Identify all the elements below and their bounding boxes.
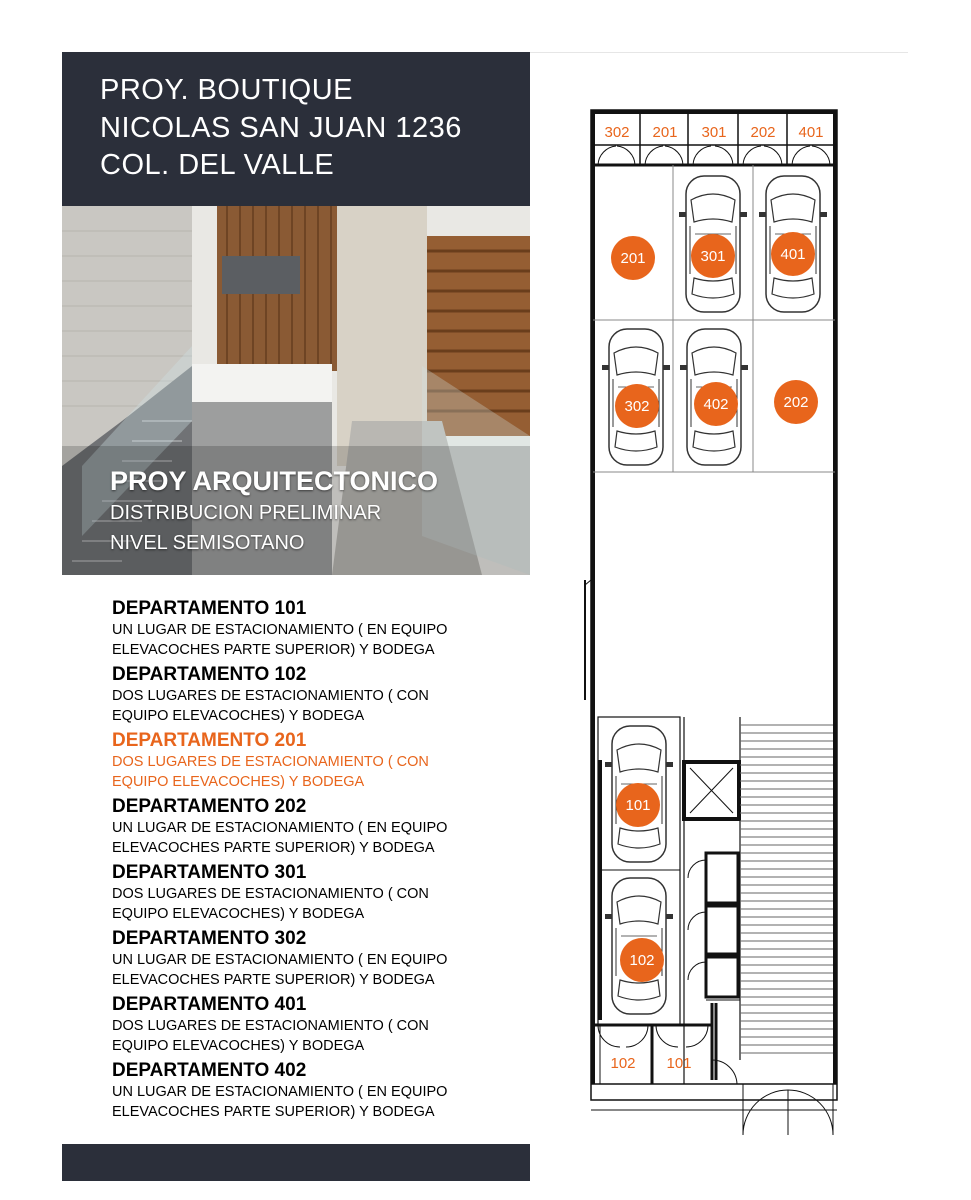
department-desc-2: EQUIPO ELEVACOCHES) Y BODEGA	[112, 708, 365, 724]
storage-label: 102	[610, 1055, 636, 1072]
elevator-icon	[684, 762, 739, 819]
storage-label: 201	[652, 124, 678, 141]
storage-label: 302	[604, 124, 630, 141]
department-desc-1: DOS LUGARES DE ESTACIONAMIENTO ( CON	[112, 754, 429, 770]
department-desc-2: ELEVACOCHES PARTE SUPERIOR) Y BODEGA	[112, 642, 435, 658]
department-desc-2: EQUIPO ELEVACOCHES) Y BODEGA	[112, 1038, 365, 1054]
storage-label: 202	[750, 124, 776, 141]
department-title: DEPARTAMENTO 201	[112, 730, 307, 751]
department-title: DEPARTAMENTO 402	[112, 1060, 307, 1081]
service-rooms	[684, 717, 740, 1084]
department-title: DEPARTAMENTO 401	[112, 994, 307, 1015]
spot-201-label: 201	[620, 250, 646, 267]
spot-302-label: 302	[624, 398, 650, 415]
department-desc-2: ELEVACOCHES PARTE SUPERIOR) Y BODEGA	[112, 1104, 435, 1120]
department-desc-2: EQUIPO ELEVACOCHES) Y BODEGA	[112, 906, 365, 922]
stair-icon	[740, 725, 833, 1053]
caption-line-1: DISTRIBUCION PRELIMINAR	[110, 502, 382, 524]
department-title: DEPARTAMENTO 101	[112, 598, 307, 619]
spot-202-label: 202	[783, 394, 809, 411]
department-desc-1: UN LUGAR DE ESTACIONAMIENTO ( EN EQUIPO	[112, 952, 448, 968]
spot-101-label: 101	[625, 797, 651, 814]
storage-label: 101	[666, 1055, 692, 1072]
department-title: DEPARTAMENTO 301	[112, 862, 307, 883]
department-desc-2: ELEVACOCHES PARTE SUPERIOR) Y BODEGA	[112, 840, 435, 856]
storage-label: 301	[701, 124, 727, 141]
project-colony: COL. DEL VALLE	[100, 149, 335, 181]
department-desc-2: ELEVACOCHES PARTE SUPERIOR) Y BODEGA	[112, 972, 435, 988]
door-icon	[591, 1084, 837, 1135]
caption-title: PROY ARQUITECTONICO	[110, 466, 439, 496]
department-title: DEPARTAMENTO 102	[112, 664, 307, 685]
department-desc-1: UN LUGAR DE ESTACIONAMIENTO ( EN EQUIPO	[112, 820, 448, 836]
storage-label: 401	[798, 124, 824, 141]
department-desc-1: DOS LUGARES DE ESTACIONAMIENTO ( CON	[112, 1018, 429, 1034]
project-address: NICOLAS SAN JUAN 1236	[100, 112, 462, 144]
department-desc-2: EQUIPO ELEVACOCHES) Y BODEGA	[112, 774, 365, 790]
spot-402-label: 402	[703, 396, 729, 413]
project-name: PROY. BOUTIQUE	[100, 74, 354, 106]
spot-301-label: 301	[700, 248, 726, 265]
caption-line-2: NIVEL SEMISOTANO	[110, 532, 305, 554]
department-desc-1: UN LUGAR DE ESTACIONAMIENTO ( EN EQUIPO	[112, 622, 448, 638]
department-title: DEPARTAMENTO 302	[112, 928, 307, 949]
department-desc-1: UN LUGAR DE ESTACIONAMIENTO ( EN EQUIPO	[112, 1084, 448, 1100]
spot-102-label: 102	[629, 952, 655, 969]
department-desc-1: DOS LUGARES DE ESTACIONAMIENTO ( CON	[112, 886, 429, 902]
spot-401-label: 401	[780, 246, 806, 263]
department-desc-1: DOS LUGARES DE ESTACIONAMIENTO ( CON	[112, 688, 429, 704]
department-title: DEPARTAMENTO 202	[112, 796, 307, 817]
